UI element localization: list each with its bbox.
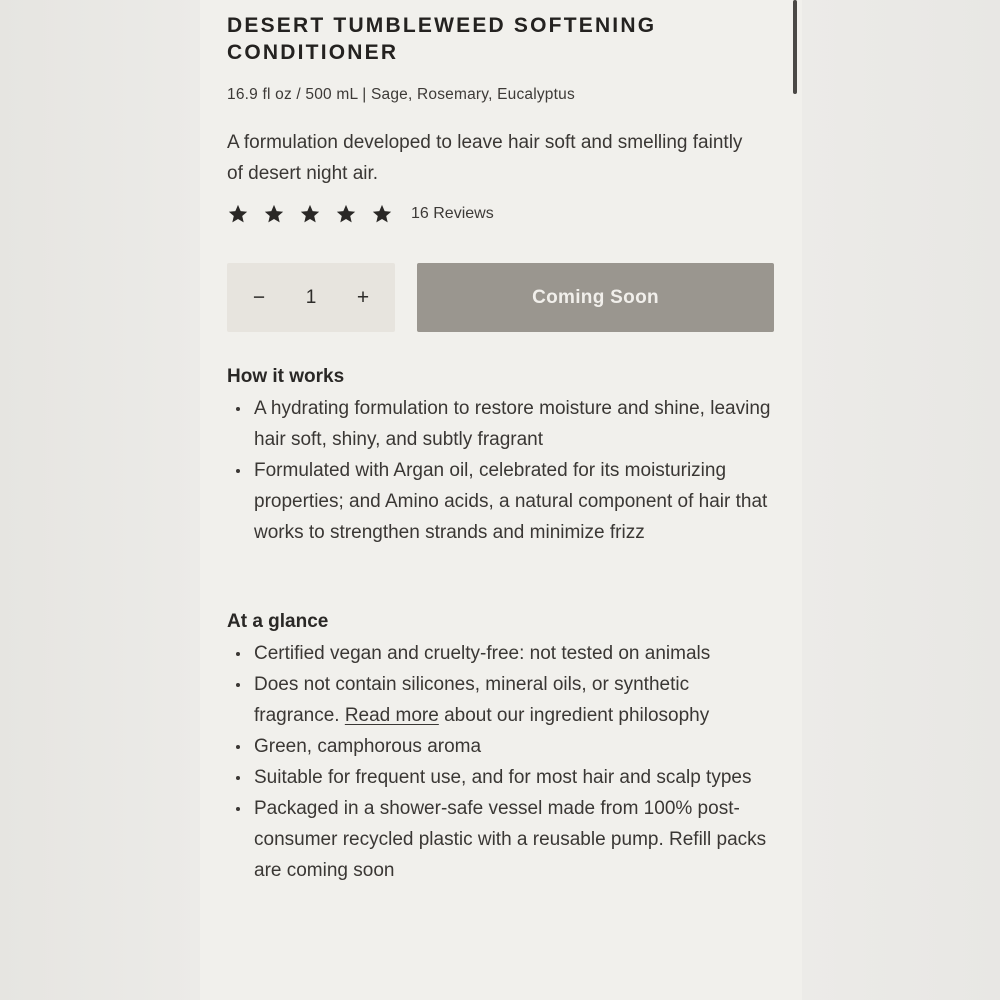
- star-icon: [371, 201, 407, 227]
- star-icon: [299, 201, 335, 227]
- rating-row[interactable]: [227, 201, 494, 227]
- list-item: Green, camphorous aroma: [227, 731, 775, 762]
- list-item: Suitable for frequent use, and for most hair and scalp types: [227, 762, 775, 793]
- quantity-stepper: [227, 263, 395, 332]
- list-item: Packaged in a shower-safe vessel made from 100% post-consumer recycled plastic with a reusable pump. Refill packs are coming soon: [227, 793, 775, 886]
- read-more-link[interactable]: Read more: [344, 705, 439, 726]
- list-item: A hydrating formulation to restore moisture and shine, leaving hair soft, shiny, and subtly fragrant: [227, 393, 775, 455]
- list-item-text: Does not contain silicones, mineral oils, or synthetic fragrance.: [254, 674, 690, 726]
- star-icon: [263, 201, 299, 227]
- list-item-text: about our ingredient philosophy: [438, 705, 710, 726]
- star-icon: [335, 201, 371, 227]
- quantity-value[interactable]: 1: [305, 286, 317, 308]
- at-a-glance-list: [227, 638, 775, 886]
- product-title: DESERT TUMBLEWEED SOFTENING CONDITIONER: [227, 14, 657, 64]
- product-description: A formulation developed to leave hair soft and smelling faintly of desert night air.: [227, 132, 743, 184]
- decrement-button[interactable]: −: [252, 285, 266, 309]
- how-it-works-list: [227, 393, 775, 548]
- list-item: Formulated with Argan oil, celebrated for its moisturizing properties; and Amino acids, a natural component of hair that works to strengthen strands and minimize frizz: [227, 455, 775, 548]
- how-it-works-heading: How it works: [227, 366, 345, 387]
- list-item: Certified vegan and cruelty-free: not tested on animals: [227, 638, 775, 669]
- product-meta: 16.9 fl oz / 500 mL | Sage, Rosemary, Eucalyptus: [227, 86, 575, 103]
- reviews-link[interactable]: 16 Reviews: [411, 205, 494, 222]
- increment-button[interactable]: +: [356, 285, 370, 309]
- list-item: [227, 669, 775, 731]
- star-icon: [227, 201, 263, 227]
- backdrop-right: [800, 0, 1000, 1000]
- scrollbar-thumb[interactable]: [793, 0, 797, 94]
- backdrop-left: [0, 0, 200, 1000]
- product-panel: [200, 0, 802, 1000]
- at-a-glance-heading: At a glance: [227, 611, 329, 632]
- coming-soon-button[interactable]: Coming Soon: [417, 263, 774, 332]
